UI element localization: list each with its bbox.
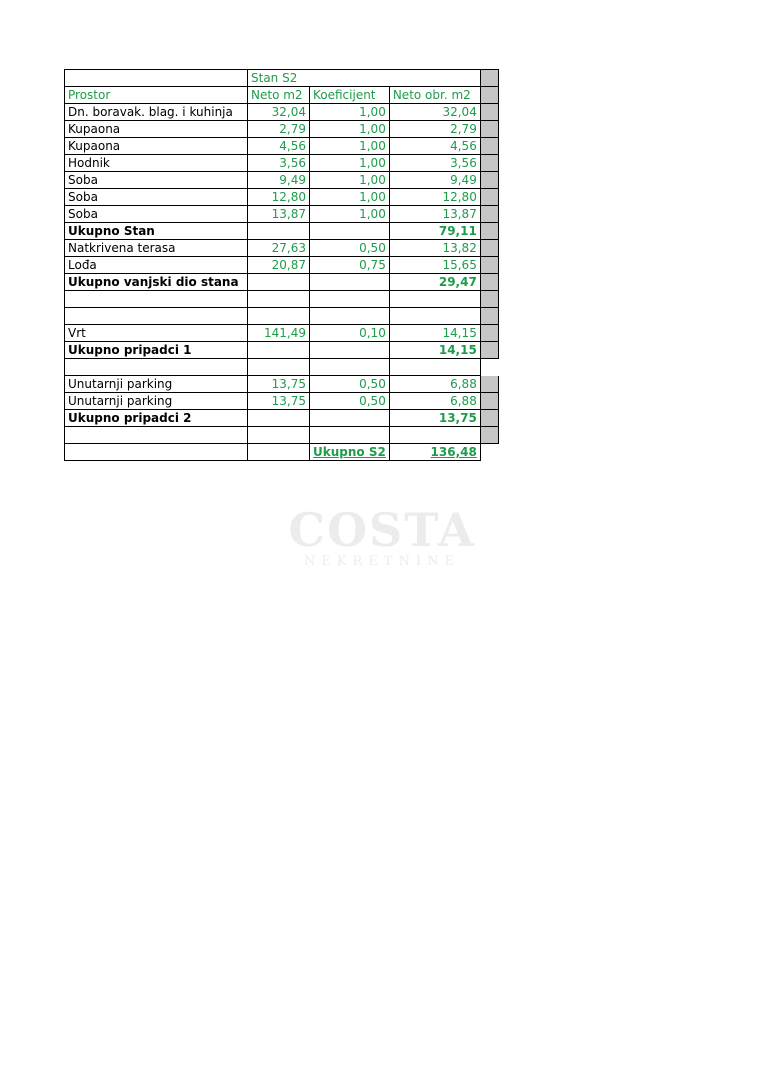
table-row — [65, 155, 499, 172]
cell-prostor: Kupaona — [65, 121, 248, 138]
cell-prostor: Ukupno Stan — [65, 223, 248, 240]
header-neto: Neto m2 — [248, 87, 310, 104]
cell-neto: 2,79 — [248, 121, 310, 138]
cell-neto: 3,56 — [248, 155, 310, 172]
cell-neto: 27,63 — [248, 240, 310, 257]
cell-prostor: Unutarnji parking — [65, 376, 248, 393]
cell-neto: 141,49 — [248, 325, 310, 342]
cell-neto-obr: 4,56 — [389, 138, 480, 155]
cell-koeficijent — [310, 308, 390, 325]
side-cell — [480, 274, 498, 291]
side-cell — [480, 172, 498, 189]
cell-koeficijent — [310, 274, 390, 291]
side-cell — [480, 427, 498, 444]
side-cell — [480, 257, 498, 274]
cell-koeficijent: 1,00 — [310, 206, 390, 223]
table-row — [65, 121, 499, 138]
table-row — [65, 172, 499, 189]
cell-koeficijent: 1,00 — [310, 138, 390, 155]
cell-koeficijent: 0,50 — [310, 240, 390, 257]
grand-total-row — [65, 444, 499, 461]
cell-neto — [248, 291, 310, 308]
cell-neto-obr: 6,88 — [389, 376, 480, 393]
cell-neto-obr: 29,47 — [389, 274, 480, 291]
cell-neto — [248, 274, 310, 291]
cell-prostor: Ukupno vanjski dio stana — [65, 274, 248, 291]
side-cell — [480, 206, 498, 223]
cell-neto: 13,87 — [248, 206, 310, 223]
cell-neto-obr: 79,11 — [389, 223, 480, 240]
watermark-main: COSTA — [288, 503, 476, 557]
cell-koeficijent: 1,00 — [310, 104, 390, 121]
side-cell — [480, 155, 498, 172]
cell-neto-obr: 15,65 — [389, 257, 480, 274]
cell-neto — [248, 427, 310, 444]
cell-neto: 9,49 — [248, 172, 310, 189]
cell-neto-obr: 12,80 — [389, 189, 480, 206]
cell-neto: 13,75 — [248, 376, 310, 393]
cell-neto-obr: 13,82 — [389, 240, 480, 257]
table-title-row — [65, 70, 499, 87]
cell-koeficijent — [310, 427, 390, 444]
cell-prostor: Kupaona — [65, 138, 248, 155]
cell-koeficijent: 0,50 — [310, 376, 390, 393]
cell-neto-obr: 13,75 — [389, 410, 480, 427]
side-cell — [480, 138, 498, 155]
side-cell — [480, 342, 498, 359]
cell-neto-obr: 3,56 — [389, 155, 480, 172]
cell-prostor — [65, 308, 248, 325]
cell-koeficijent — [310, 359, 390, 376]
cell-prostor: Hodnik — [65, 155, 248, 172]
cell-neto — [248, 342, 310, 359]
cell-prostor: Lođa — [65, 257, 248, 274]
cell-neto-obr — [389, 359, 480, 376]
table-row — [65, 308, 499, 325]
cell-neto — [248, 308, 310, 325]
cell-neto-obr: 14,15 — [389, 325, 480, 342]
table-row — [65, 427, 499, 444]
header-neto-obr: Neto obr. m2 — [389, 87, 480, 104]
cell-prostor: Unutarnji parking — [65, 393, 248, 410]
side-cell — [480, 291, 498, 308]
cell-koeficijent — [310, 342, 390, 359]
table-row — [65, 291, 499, 308]
area-table — [64, 69, 499, 461]
cell-koeficijent: 0,10 — [310, 325, 390, 342]
table-row — [65, 104, 499, 121]
side-cell — [480, 121, 498, 138]
header-prostor: Prostor — [65, 87, 248, 104]
costa-watermark — [282, 505, 482, 569]
cell-koeficijent: 0,50 — [310, 393, 390, 410]
total-row — [65, 223, 499, 240]
table-row — [65, 240, 499, 257]
cell-koeficijent — [310, 410, 390, 427]
cell-koeficijent: 0,75 — [310, 257, 390, 274]
cell-prostor: Vrt — [65, 325, 248, 342]
side-cell — [480, 189, 498, 206]
table-title: Stan S2 — [248, 70, 481, 87]
side-cell — [480, 376, 498, 393]
cell-neto: 13,75 — [248, 393, 310, 410]
cell-koeficijent: 1,00 — [310, 121, 390, 138]
table-row — [65, 376, 499, 393]
cell-neto: 12,80 — [248, 189, 310, 206]
total-row — [65, 274, 499, 291]
cell-neto-obr — [389, 291, 480, 308]
table-row — [65, 138, 499, 155]
grand-total-value: 136,48 — [389, 444, 480, 461]
cell-neto: 32,04 — [248, 104, 310, 121]
cell-neto — [248, 359, 310, 376]
cell-neto: 20,87 — [248, 257, 310, 274]
side-cell — [480, 393, 498, 410]
cell-prostor: Natkrivena terasa — [65, 240, 248, 257]
cell-prostor: Ukupno pripadci 2 — [65, 410, 248, 427]
cell-neto-obr: 13,87 — [389, 206, 480, 223]
side-cell — [480, 359, 498, 376]
total-row — [65, 342, 499, 359]
cell-prostor — [65, 291, 248, 308]
grand-total-label: Ukupno S2 — [310, 444, 390, 461]
cell-prostor: Soba — [65, 189, 248, 206]
table-row — [65, 189, 499, 206]
total-row — [65, 410, 499, 427]
table-row — [65, 206, 499, 223]
side-cell — [480, 325, 498, 342]
cell-neto-obr: 6,88 — [389, 393, 480, 410]
cell-neto-obr: 9,49 — [389, 172, 480, 189]
cell-koeficijent: 1,00 — [310, 172, 390, 189]
side-cell — [480, 410, 498, 427]
cell-neto — [248, 410, 310, 427]
cell-neto-obr — [389, 308, 480, 325]
cell-prostor: Dn. boravak. blag. i kuhinja — [65, 104, 248, 121]
cell-koeficijent — [310, 223, 390, 240]
cell-neto-obr: 14,15 — [389, 342, 480, 359]
cell-koeficijent: 1,00 — [310, 155, 390, 172]
header-koeficijent: Koeficijent — [310, 87, 390, 104]
cell-prostor: Ukupno pripadci 1 — [65, 342, 248, 359]
cell-prostor: Soba — [65, 206, 248, 223]
table-row — [65, 325, 499, 342]
watermark-sub: NEKRETNINE — [304, 554, 460, 569]
cell-neto-obr — [389, 427, 480, 444]
cell-neto: 4,56 — [248, 138, 310, 155]
side-cell — [480, 223, 498, 240]
table-row — [65, 257, 499, 274]
cell-koeficijent: 1,00 — [310, 189, 390, 206]
side-cell — [480, 240, 498, 257]
cell-neto-obr: 2,79 — [389, 121, 480, 138]
cell-neto — [248, 223, 310, 240]
table-row — [65, 393, 499, 410]
cell-neto-obr: 32,04 — [389, 104, 480, 121]
table-header-row — [65, 87, 499, 104]
cell-prostor — [65, 427, 248, 444]
table-row — [65, 359, 499, 376]
cell-koeficijent — [310, 291, 390, 308]
side-cell — [480, 308, 498, 325]
side-cell — [480, 104, 498, 121]
cell-prostor — [65, 359, 248, 376]
cell-prostor: Soba — [65, 172, 248, 189]
